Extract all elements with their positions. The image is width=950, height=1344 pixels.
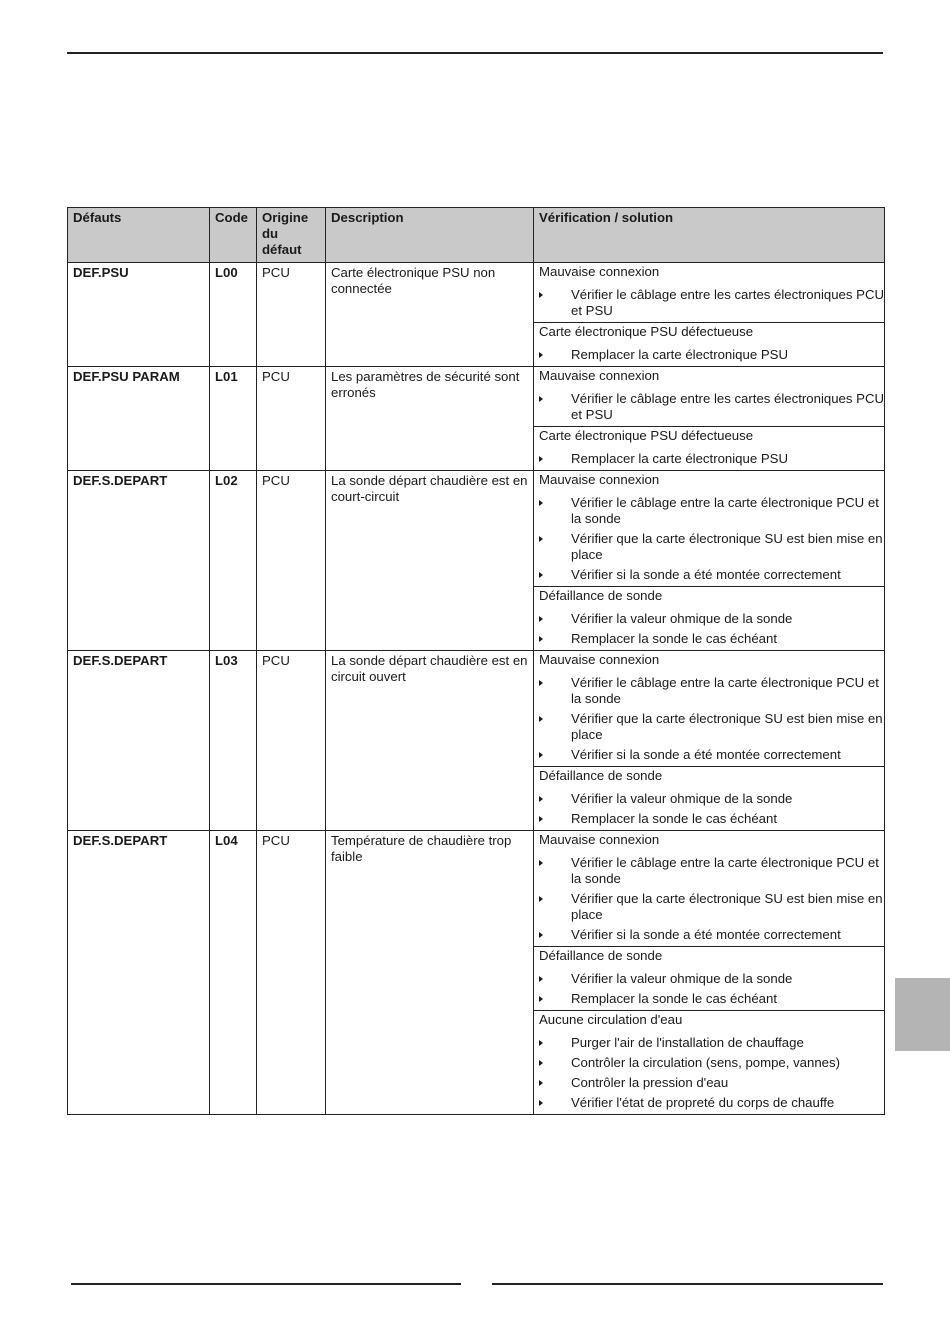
arrow-bullet-icon: [539, 996, 543, 1002]
fault-name: DEF.S.DEPART: [73, 833, 168, 848]
fault-description: Carte électronique PSU non connectée: [331, 265, 496, 296]
solution-list: [539, 791, 884, 827]
solution-item: [539, 1055, 884, 1071]
solution-cause: Mauvaise connexion: [539, 472, 660, 487]
solution-item-text: Vérifier si la sonde a été montée correctement: [571, 747, 841, 762]
arrow-bullet-icon: [539, 1060, 543, 1066]
solution-item: [539, 1095, 884, 1111]
arrow-bullet-icon: [539, 816, 543, 822]
table-row: [68, 367, 885, 471]
solution-block: [534, 322, 884, 366]
solution-item: [539, 675, 884, 707]
fault-origin-cell: [257, 831, 326, 1115]
solution-item: [539, 611, 884, 627]
solution-item-text: Vérifier si la sonde a été montée correctement: [571, 567, 841, 582]
arrow-bullet-icon: [539, 752, 543, 758]
solution-item: [539, 631, 884, 647]
table-row: [68, 263, 885, 367]
fault-description-cell: [326, 263, 534, 367]
solution-cell: [534, 367, 885, 471]
arrow-bullet-icon: [539, 456, 543, 462]
solution-item-text: Vérifier que la carte électronique SU est bien mise en place: [571, 711, 883, 742]
solution-cause: Mauvaise connexion: [539, 832, 660, 847]
solution-item-text: Vérifier que la carte électronique SU est bien mise en place: [571, 531, 883, 562]
fault-description: La sonde départ chaudière est en circuit ouvert: [331, 653, 528, 684]
arrow-bullet-icon: [539, 716, 543, 722]
fault-origin-cell: [257, 651, 326, 831]
solution-item-text: Purger l'air de l'installation de chauffage: [571, 1035, 804, 1050]
arrow-bullet-icon: [539, 536, 543, 542]
solution-item: [539, 855, 884, 887]
table-header-row: [68, 208, 885, 263]
fault-table-body: [68, 263, 885, 1115]
fault-code-cell: [210, 263, 257, 367]
solution-item: [539, 927, 884, 943]
solution-block: [534, 946, 884, 1010]
solution-item-text: Vérifier le câblage entre les cartes électroniques PCU et PSU: [571, 287, 884, 318]
fault-origin: PCU: [262, 833, 290, 848]
solution-item-text: Vérifier le câblage entre la carte électronique PCU et la sonde: [571, 675, 879, 706]
fault-code-cell: [210, 831, 257, 1115]
header-code: Code: [210, 208, 257, 263]
fault-description-cell: [326, 471, 534, 651]
fault-origin-cell: [257, 471, 326, 651]
solution-item-text: Vérifier la valeur ohmique de la sonde: [571, 611, 793, 626]
solution-item: [539, 391, 884, 423]
solution-item: [539, 347, 884, 363]
solution-list: [539, 855, 884, 943]
arrow-bullet-icon: [539, 1080, 543, 1086]
solution-block: [534, 367, 884, 426]
solution-item: [539, 1075, 884, 1091]
solution-item-text: Vérifier la valeur ohmique de la sonde: [571, 791, 793, 806]
solution-cause: Aucune circulation d'eau: [539, 1012, 683, 1027]
solution-list: [539, 971, 884, 1007]
solution-block: [534, 831, 884, 946]
header-solution: Vérification / solution: [534, 208, 885, 263]
solution-cause: Mauvaise connexion: [539, 652, 660, 667]
arrow-bullet-icon: [539, 396, 543, 402]
solution-item-text: Remplacer la sonde le cas échéant: [571, 811, 777, 826]
solution-item: [539, 891, 884, 923]
arrow-bullet-icon: [539, 860, 543, 866]
solution-cause: Mauvaise connexion: [539, 368, 660, 383]
fault-name-cell: [68, 651, 210, 831]
solution-item: [539, 811, 884, 827]
solution-item-text: Vérifier le câblage entre les cartes électroniques PCU et PSU: [571, 391, 884, 422]
solution-item-text: Vérifier l'état de propreté du corps de chauffe: [571, 1095, 835, 1110]
arrow-bullet-icon: [539, 976, 543, 982]
fault-description-cell: [326, 367, 534, 471]
solution-item: [539, 287, 884, 319]
fault-name: DEF.PSU: [73, 265, 129, 280]
solution-item: [539, 1035, 884, 1051]
arrow-bullet-icon: [539, 932, 543, 938]
solution-item-text: Remplacer la carte électronique PSU: [571, 347, 788, 362]
solution-item-text: Vérifier si la sonde a été montée correctement: [571, 927, 841, 942]
solution-block: [534, 1010, 884, 1114]
fault-name-cell: [68, 263, 210, 367]
solution-list: [539, 287, 884, 319]
fault-description: Les paramètres de sécurité sont erronés: [331, 369, 520, 400]
fault-description-cell: [326, 831, 534, 1115]
arrow-bullet-icon: [539, 1100, 543, 1106]
fault-description: Température de chaudière trop faible: [331, 833, 512, 864]
arrow-bullet-icon: [539, 572, 543, 578]
fault-code: L00: [215, 265, 238, 280]
arrow-bullet-icon: [539, 292, 543, 298]
fault-origin: PCU: [262, 265, 290, 280]
solution-item-text: Remplacer la carte électronique PSU: [571, 451, 788, 466]
arrow-bullet-icon: [539, 1040, 543, 1046]
solution-item-text: Vérifier le câblage entre la carte électronique PCU et la sonde: [571, 495, 879, 526]
fault-code: L04: [215, 833, 238, 848]
arrow-bullet-icon: [539, 352, 543, 358]
solution-item-text: Vérifier que la carte électronique SU est bien mise en place: [571, 891, 883, 922]
arrow-bullet-icon: [539, 636, 543, 642]
fault-origin-cell: [257, 367, 326, 471]
solution-item: [539, 567, 884, 583]
bottom-rule-right: [492, 1283, 883, 1285]
solution-list: [539, 611, 884, 647]
fault-origin-cell: [257, 263, 326, 367]
solution-cause: Défaillance de sonde: [539, 588, 663, 603]
arrow-bullet-icon: [539, 896, 543, 902]
solution-cause: Carte électronique PSU défectueuse: [539, 428, 754, 443]
bottom-rule-left: [71, 1283, 461, 1285]
solution-item-text: Vérifier le câblage entre la carte électronique PCU et la sonde: [571, 855, 879, 886]
solution-item-text: Vérifier la valeur ohmique de la sonde: [571, 971, 793, 986]
fault-name: DEF.S.DEPART: [73, 653, 168, 668]
solution-cause: Défaillance de sonde: [539, 768, 663, 783]
solution-cell: [534, 831, 885, 1115]
table-row: [68, 471, 885, 651]
solution-list: [539, 495, 884, 583]
table-row: [68, 651, 885, 831]
solution-item-text: Remplacer la sonde le cas échéant: [571, 631, 777, 646]
solution-list: [539, 347, 884, 363]
solution-list: [539, 451, 884, 467]
fault-description-cell: [326, 651, 534, 831]
solution-item: [539, 531, 884, 563]
solution-list: [539, 391, 884, 423]
solution-item: [539, 451, 884, 467]
arrow-bullet-icon: [539, 616, 543, 622]
arrow-bullet-icon: [539, 500, 543, 506]
fault-name: DEF.PSU PARAM: [73, 369, 180, 384]
fault-code: L01: [215, 369, 238, 384]
chapter-tab: [895, 978, 950, 1051]
header-defauts: Défauts: [68, 208, 210, 263]
solution-item-text: Contrôler la pression d'eau: [571, 1075, 729, 1090]
fault-code-cell: [210, 367, 257, 471]
solution-item: [539, 791, 884, 807]
solution-cell: [534, 263, 885, 367]
solution-item: [539, 495, 884, 527]
fault-code-cell: [210, 471, 257, 651]
fault-origin: PCU: [262, 653, 290, 668]
top-rule: [67, 52, 883, 54]
solution-item-text: Remplacer la sonde le cas échéant: [571, 991, 777, 1006]
fault-name-cell: [68, 367, 210, 471]
solution-block: [534, 651, 884, 766]
fault-code-cell: [210, 651, 257, 831]
solution-item: [539, 991, 884, 1007]
fault-name-cell: [68, 471, 210, 651]
solution-block: [534, 263, 884, 322]
fault-code: L02: [215, 473, 238, 488]
table-row: [68, 831, 885, 1115]
header-description: Description: [326, 208, 534, 263]
solution-list: [539, 675, 884, 763]
solution-item: [539, 747, 884, 763]
solution-item-text: Contrôler la circulation (sens, pompe, vannes): [571, 1055, 841, 1070]
solution-cell: [534, 651, 885, 831]
solution-cause: Mauvaise connexion: [539, 264, 660, 279]
solution-block: [534, 471, 884, 586]
fault-name: DEF.S.DEPART: [73, 473, 168, 488]
fault-table: [67, 207, 885, 1115]
solution-item: [539, 711, 884, 743]
fault-origin: PCU: [262, 369, 290, 384]
solution-cause: Carte électronique PSU défectueuse: [539, 324, 754, 339]
arrow-bullet-icon: [539, 680, 543, 686]
fault-name-cell: [68, 831, 210, 1115]
arrow-bullet-icon: [539, 796, 543, 802]
solution-cause: Défaillance de sonde: [539, 948, 663, 963]
solution-item: [539, 971, 884, 987]
solution-block: [534, 426, 884, 470]
solution-block: [534, 586, 884, 650]
solution-block: [534, 766, 884, 830]
solution-list: [539, 1035, 884, 1111]
solution-cell: [534, 471, 885, 651]
header-origine: Origine du défaut: [257, 208, 326, 263]
fault-code: L03: [215, 653, 238, 668]
fault-origin: PCU: [262, 473, 290, 488]
fault-description: La sonde départ chaudière est en court-circuit: [331, 473, 528, 504]
